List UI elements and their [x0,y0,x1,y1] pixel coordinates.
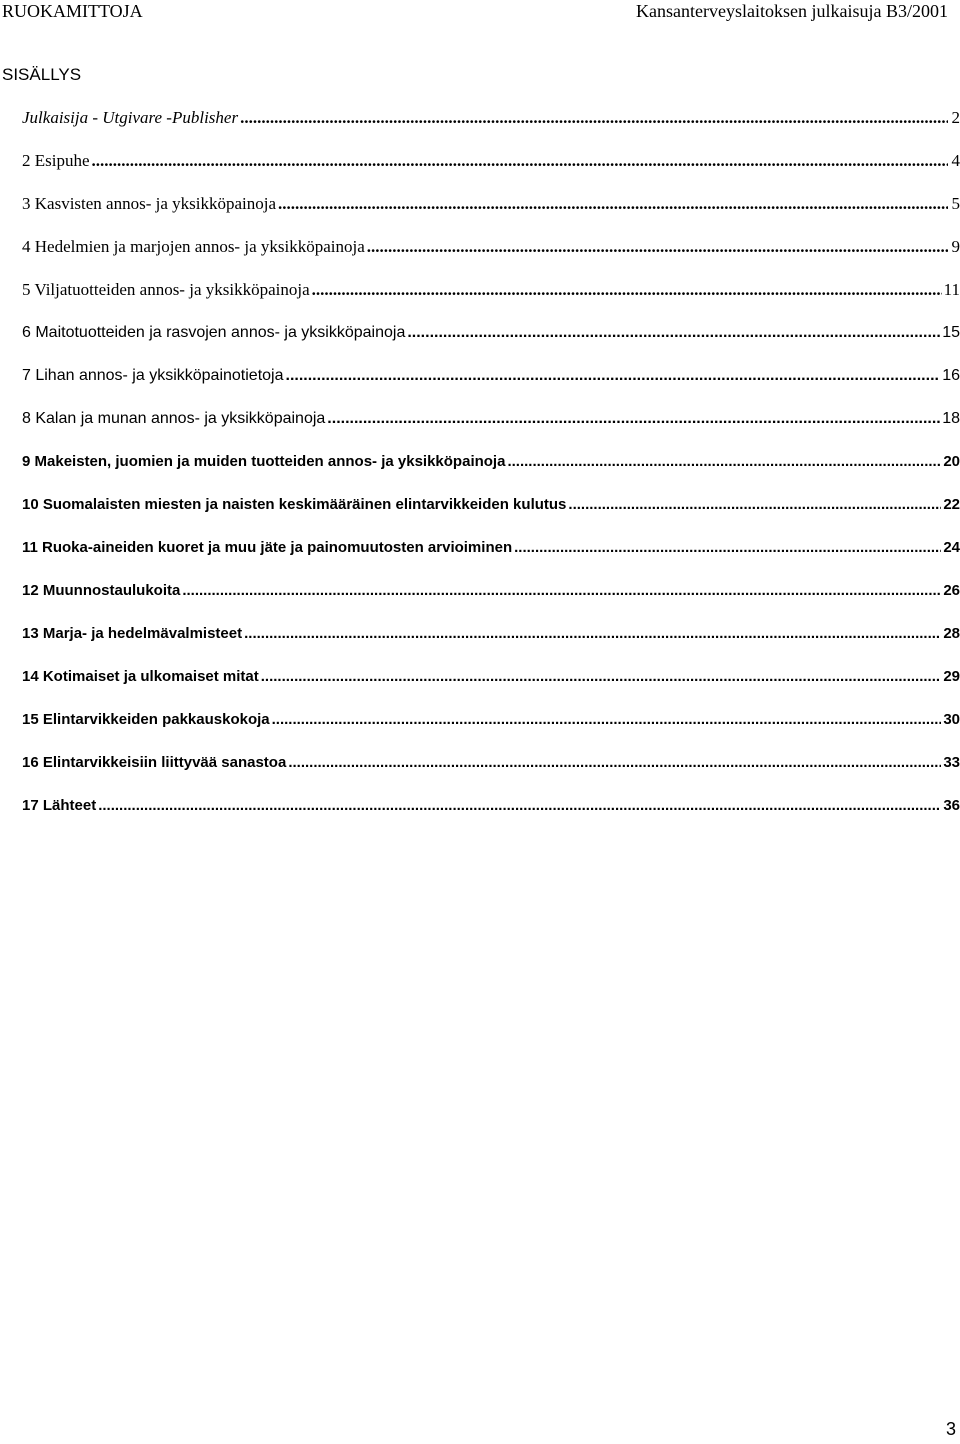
toc-entry-label: 6 Maitotuotteiden ja rasvojen annos- ja yksikköpainoja [22,324,406,341]
toc-dot-leader [92,149,948,173]
toc-dot-leader [288,751,941,775]
toc-entry-page: 11 [943,280,960,299]
toc-entry-page: 33 [943,754,960,771]
toc-dot-leader [272,708,942,732]
toc-entry-label: 4 Hedelmien ja marjojen annos- ja yksikköpainoja [22,237,365,256]
toc-entry-page: 9 [951,237,960,256]
toc-entry-label: 15 Elintarvikkeiden pakkauskokoja [22,711,270,728]
toc-entry-page: 16 [942,367,960,384]
toc-entry-label: 13 Marja- ja hedelmävalmisteet [22,625,243,642]
toc-entry-label: 14 Kotimaiset ja ulkomaiset mitat [22,668,259,685]
toc-entry-package-sizes[interactable] [22,708,960,732]
toc-entry-page: 29 [943,668,960,685]
toc-entry-label: 3 Kasvisten annos- ja yksikköpainoja [22,194,277,213]
toc-entry-foreword[interactable] [22,149,960,173]
toc-entry-glossary[interactable] [22,751,960,775]
toc-dot-leader [240,106,948,130]
toc-entry-page: 30 [943,711,960,728]
page-number: 3 [945,1419,956,1439]
toc-entry-label: 12 Muunnostaulukoita [22,582,181,599]
toc-dot-leader [312,278,942,302]
toc-entry-fish-egg[interactable] [22,407,960,431]
toc-dot-leader [407,321,940,345]
toc-title: SISÄLLYS [2,65,82,84]
toc-dot-leader [286,364,941,388]
toc-entry-label: 17 Lähteet [22,797,97,814]
toc-entry-page: 28 [943,625,960,642]
table-of-contents [22,0,960,1444]
toc-entry-label: 7 Lihan annos- ja yksikköpainotietoja [22,367,284,384]
toc-dot-leader [367,235,948,259]
toc-dot-leader [568,493,941,517]
toc-entry-label: 11 Ruoka-aineiden kuoret ja muu jäte ja painomuutosten arvioiminen [22,539,513,556]
toc-entry-meat[interactable] [22,364,960,388]
toc-dot-leader [278,192,948,216]
toc-entry-consumption[interactable] [22,493,960,517]
toc-entry-label: 9 Makeisten, juomien ja muiden tuotteiden annos- ja yksikköpainoja [22,453,506,470]
toc-entry-label: 2 Esipuhe [22,151,90,170]
toc-entry-page: 26 [943,582,960,599]
toc-dot-leader [507,450,941,474]
toc-entry-label: 8 Kalan ja munan annos- ja yksikköpainoja [22,410,326,427]
toc-entry-dairy-fats[interactable] [22,321,960,345]
toc-entry-vegetables[interactable] [22,192,960,216]
running-header-title: RUOKAMITTOJA [2,1,143,21]
toc-entry-label: 5 Viljatuotteiden annos- ja yksikköpainoja [22,280,310,299]
toc-entry-peels-waste[interactable] [22,536,960,560]
toc-dot-leader [182,579,941,603]
toc-dot-leader [327,407,940,431]
toc-entry-page: 4 [951,151,960,170]
toc-dot-leader [261,665,942,689]
running-header-series: Kansanterveyslaitoksen julkaisuja B3/2001 [636,1,948,21]
toc-dot-leader [244,622,941,646]
toc-dot-leader [514,536,941,560]
toc-entry-berry-fruit-products[interactable] [22,622,960,646]
toc-entry-sweets-drinks[interactable] [22,450,960,474]
toc-entry-page: 5 [951,194,960,213]
toc-entry-page: 36 [943,797,960,814]
toc-dot-leader [98,794,941,818]
toc-entry-fruits-berries[interactable] [22,235,960,259]
toc-entry-publisher[interactable] [22,106,960,130]
toc-entry-label: 10 Suomalaisten miesten ja naisten keskimääräinen elintarvikkeiden kulutus [22,496,567,513]
toc-entry-page: 15 [942,324,960,341]
toc-entry-measures[interactable] [22,665,960,689]
toc-entry-label: 16 Elintarvikkeisiin liittyvää sanastoa [22,754,287,771]
toc-entry-page: 22 [943,496,960,513]
toc-entry-page: 18 [942,410,960,427]
toc-entry-references[interactable] [22,794,960,818]
toc-entry-page: 20 [943,453,960,470]
toc-entry-page: 24 [943,539,960,556]
toc-entry-label: Julkaisija - Utgivare -Publisher [22,108,239,127]
toc-entry-page: 2 [951,108,960,127]
toc-entry-cereals[interactable] [22,278,960,302]
toc-entry-conversion-tables[interactable] [22,579,960,603]
